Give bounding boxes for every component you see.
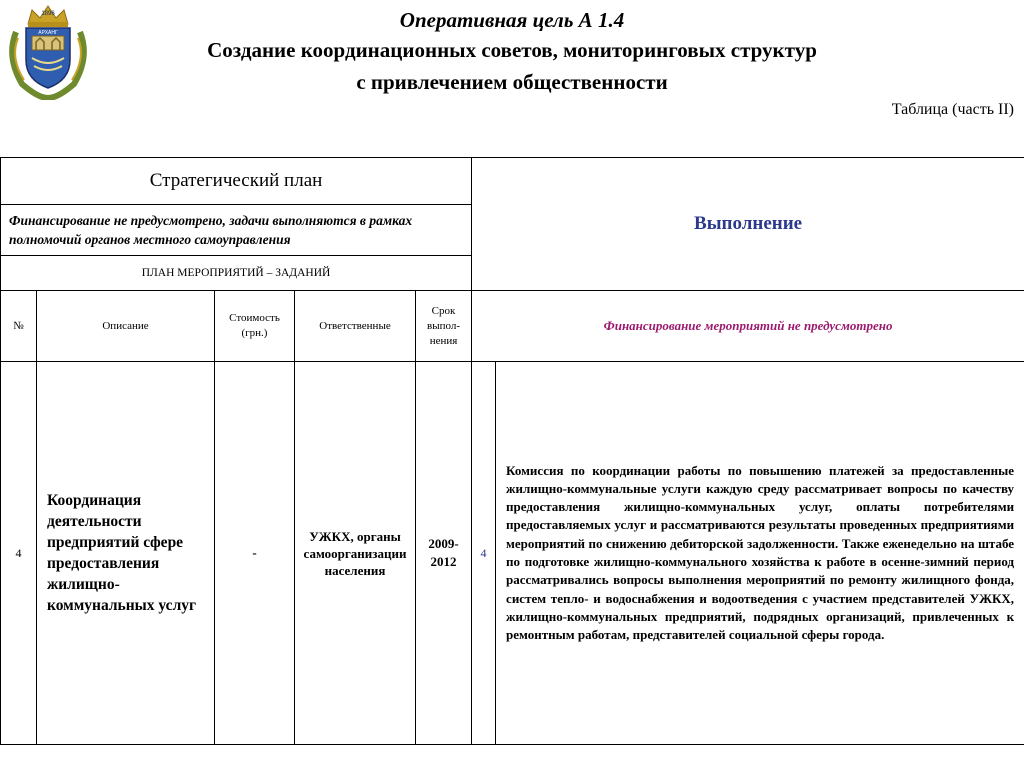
cost-header-line1: Стоимость [229,312,280,324]
row-number: 4 [1,362,37,745]
row-execution-text: Комиссия по координации работы по повышению платежей за предоставленные жилищно-коммунальные услуги каждую среду рассматривает вопросы по качеству предоставления жилищно-коммунальных услуг, оплаты потребителями предоставляемых услуг и рассматриваются результаты проведенных предприятиями мероприятий по снижению дебиторской задолженности. Также еженедельно на штабе по подготовке жилищно-коммунального хозяйства к работе в осенне-зимний период рассматривались вопросы выполнения мероприятий по ремонту жилищного фонда, систем тепло- и водоснабжения и водоотведения с участием представителей УЖКХ, жилищно-коммунальных предприятий, подрядных организаций, привлеченных к ремонтным работам, представителей социальной сферы города. [496,362,1024,745]
row-description: Координация деятельности предприятий сфере предоставления жилищно-коммунальных услуг [37,362,215,745]
column-header-cost [215,291,295,362]
row-responsible: УЖКХ, органы самоорганизации населения [295,362,416,745]
term-header-line2: выпол- [427,319,461,332]
row-term: 2009-2012 [416,362,472,745]
page-subtitle-line2: с привлечением общественности [356,70,668,94]
row-execution-number: 4 [472,362,496,745]
term-header-line3: нения [429,334,458,347]
financing-note: Финансирование не предусмотрено, задачи выполняются в рамках полномочий органов местного самоуправления [1,205,472,256]
execution-heading: Выполнение [472,158,1024,291]
page-subtitle-line1: Создание координационных советов, мониторинговых структур [207,38,817,62]
column-header-description: Описание [37,291,215,362]
execution-financing-note: Финансирование мероприятий не предусмотрено [472,291,1024,362]
logo-year: 1896 [41,11,55,17]
table-caption: Таблица (часть II) [891,101,1014,118]
page-title-goal: Оперативная цель А 1.4 [399,8,625,32]
row-cost: - [215,362,295,745]
column-header-term [416,291,472,362]
term-header-line1: Срок [431,304,456,317]
plan-title: ПЛАН МЕРОПРИЯТИЙ – ЗАДАНИЙ [1,256,472,291]
strategic-plan-heading: Стратегический план [1,158,472,205]
column-header-responsible: Ответственные [295,291,416,362]
column-header-number: № [1,291,37,362]
table-row [1,362,1024,745]
cost-header-line2: (грн.) [241,327,268,339]
plan-table [0,157,1024,745]
logo-city: АРХАНГ [38,30,58,36]
